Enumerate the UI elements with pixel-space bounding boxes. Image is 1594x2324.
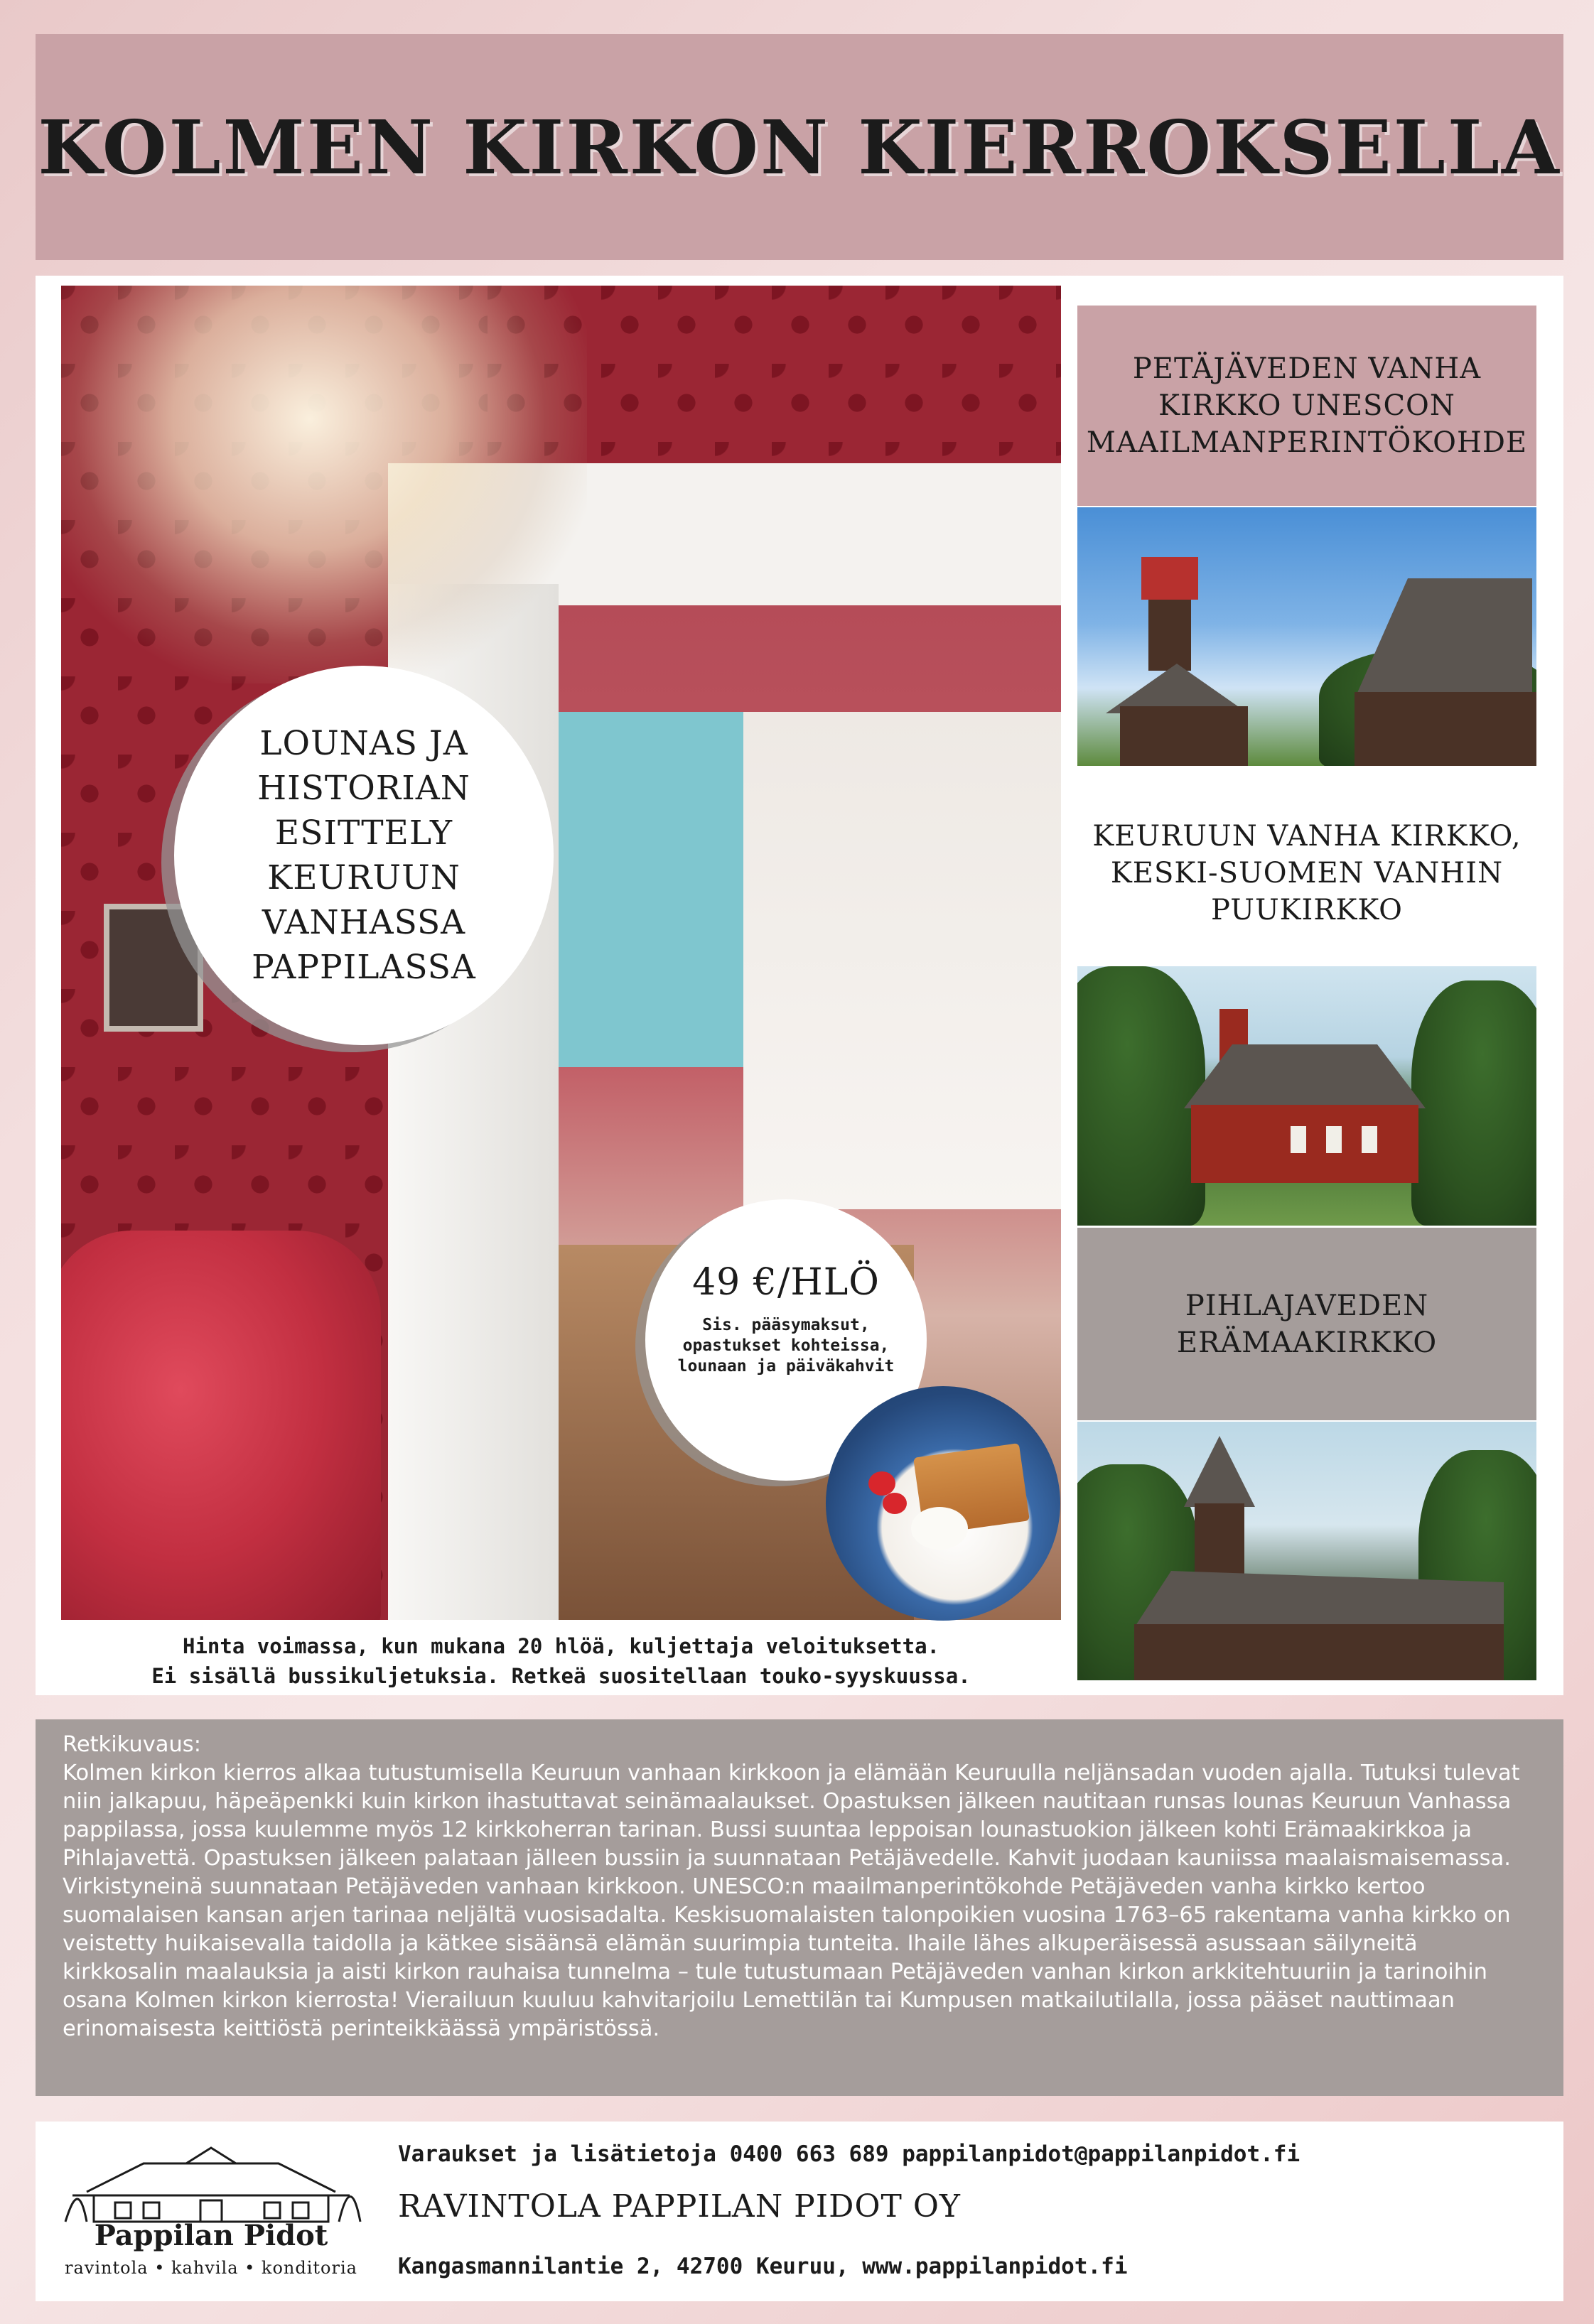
price-note-line-2: Ei sisällä bussikuljetuksia. Retkeä suositellaan touko-syyskuussa.	[151, 1664, 971, 1688]
tour-description	[36, 1719, 1563, 2096]
description-text: Kolmen kirkon kierros alkaa tutustumisella Keuruun vanhaan kirkkoon ja elämään Keuruulla neljänsadan vuoden ajalla. Tutuksi tulevat niin jalkapuu, häpeäpenkki kuin kirkon ihastuttavat seinämaalaukset. Opastuksen jälkeen nautitaan runsas lounas Keuruun Vanhassa pappilassa, jossa kuulemme myös 12 kirkkoherran tarinan. Bussi suuntaa leppoisan lounastuokion jälkeen kohti Erämaakirkkoa ja Pihlajavettä. Opastuksen jälkeen palataan jälleen bussiin ja suunnataan Petäjävedelle. Kahvit juodaan kauniissa maalaismaisemassa. Virkistyneinä suunnataan Petäjäveden vanhaan kirkkoon. UNESCO:n maailmanperintökohde Petäjäveden vanha kirkko kertoo suomalaisen kansan arjen tarinaa neljältä vuosisadalta. Keskisuomalaisten talonpoikien vuosina 1763–65 rakentama vanha kirkko on veistetty huikaisevalla taidolla ja kätkee sisäänsä elämän suurimpia tunteita. Ihaile lähes alkuperäisessä asussaan säilyneitä kirkkosalin maalauksia ja aisti kirkon rauhaisa tunnelma – tule tutustumaan Petäjäveden vanhan kirkon arkkitehtuuriin ja tarinoihin osana Kolmen kirkon kierrosta! Vierailuun kuuluu kahvitarjoilu Lemettilän tai Kumpusen matkailutilalla, jossa pääset nauttimaan erinomaisesta keittiöstä perinteikkäässä ympäristössä.	[63, 1761, 1520, 2041]
price-text: 49 €/HLÖ	[692, 1260, 880, 1304]
church-label-keuruu: KEURUUN VANHA KIRKKO, KESKI-SUOMEN VANHIN PUUKIRKKO	[1077, 784, 1536, 962]
church-window	[1291, 1126, 1306, 1153]
contact-info: Varaukset ja lisätietoja 0400 663 689 pappilanpidot@pappilanpidot.fi	[398, 2141, 1300, 2167]
old-wooden-church-photo	[1077, 507, 1536, 766]
church-roof	[1355, 578, 1532, 699]
church-label-petajavesi: PETÄJÄVEDEN VANHA KIRKKO UNESCON MAAILMANPERINTÖKOHDE	[1077, 306, 1536, 506]
price-includes-text: Sis. pääsymaksut, opastukset kohteissa, lounaan ja päiväkahvit	[677, 1315, 895, 1376]
pappilan-pidot-logo	[58, 2142, 364, 2284]
price-note-line-1: Hinta voimassa, kun mukana 20 hlöä, kuljettaja veloituksetta.	[182, 1634, 940, 1658]
house-drawing-icon	[58, 2142, 364, 2227]
description-title: Retkikuvaus:	[63, 1732, 201, 1757]
tower-top	[1141, 557, 1198, 600]
header-banner	[36, 34, 1563, 260]
logo-tagline: ravintola • kahvila • konditoria	[65, 2258, 357, 2278]
red-wooden-church-photo	[1077, 966, 1536, 1226]
church-wall	[1134, 1624, 1504, 1680]
chandelier	[61, 286, 587, 683]
church-window	[1362, 1126, 1377, 1153]
church-tower	[1195, 1503, 1244, 1582]
trees-right	[1411, 980, 1536, 1226]
bell-tower	[1148, 593, 1191, 671]
church-window	[1326, 1126, 1342, 1153]
church-spire	[1184, 1436, 1255, 1507]
church-wall	[1355, 692, 1536, 766]
logo-name: Pappilan Pidot	[94, 2219, 328, 2252]
lunch-info-text: LOUNAS JA HISTORIAN ESITTELY KEURUUN VANHASSA PAPPILASSA	[252, 724, 476, 987]
dining-room	[743, 712, 1061, 1209]
cake-photo	[826, 1386, 1060, 1621]
strawberry	[868, 1471, 895, 1496]
lunch-info-circle	[174, 666, 554, 1045]
tower-base	[1120, 706, 1248, 766]
page-title: KOLMEN KIRKON KIERROKSELLA	[38, 103, 1561, 191]
price-note	[61, 1631, 1061, 1691]
trees-left	[1077, 966, 1205, 1226]
whipped-cream	[911, 1507, 968, 1550]
church-label-pihlajavesi: PIHLAJAVEDEN ERÄMAAKIRKKO	[1077, 1228, 1536, 1420]
address-info: Kangasmannilantie 2, 42700 Keuruu, www.pappilanpidot.fi	[398, 2254, 1128, 2279]
forest-church-photo	[1077, 1422, 1536, 1680]
blue-wall	[559, 712, 743, 1067]
red-sofa	[61, 1231, 381, 1620]
company-name: RAVINTOLA PAPPILAN PIDOT OY	[398, 2188, 961, 2225]
strawberry	[883, 1493, 907, 1514]
